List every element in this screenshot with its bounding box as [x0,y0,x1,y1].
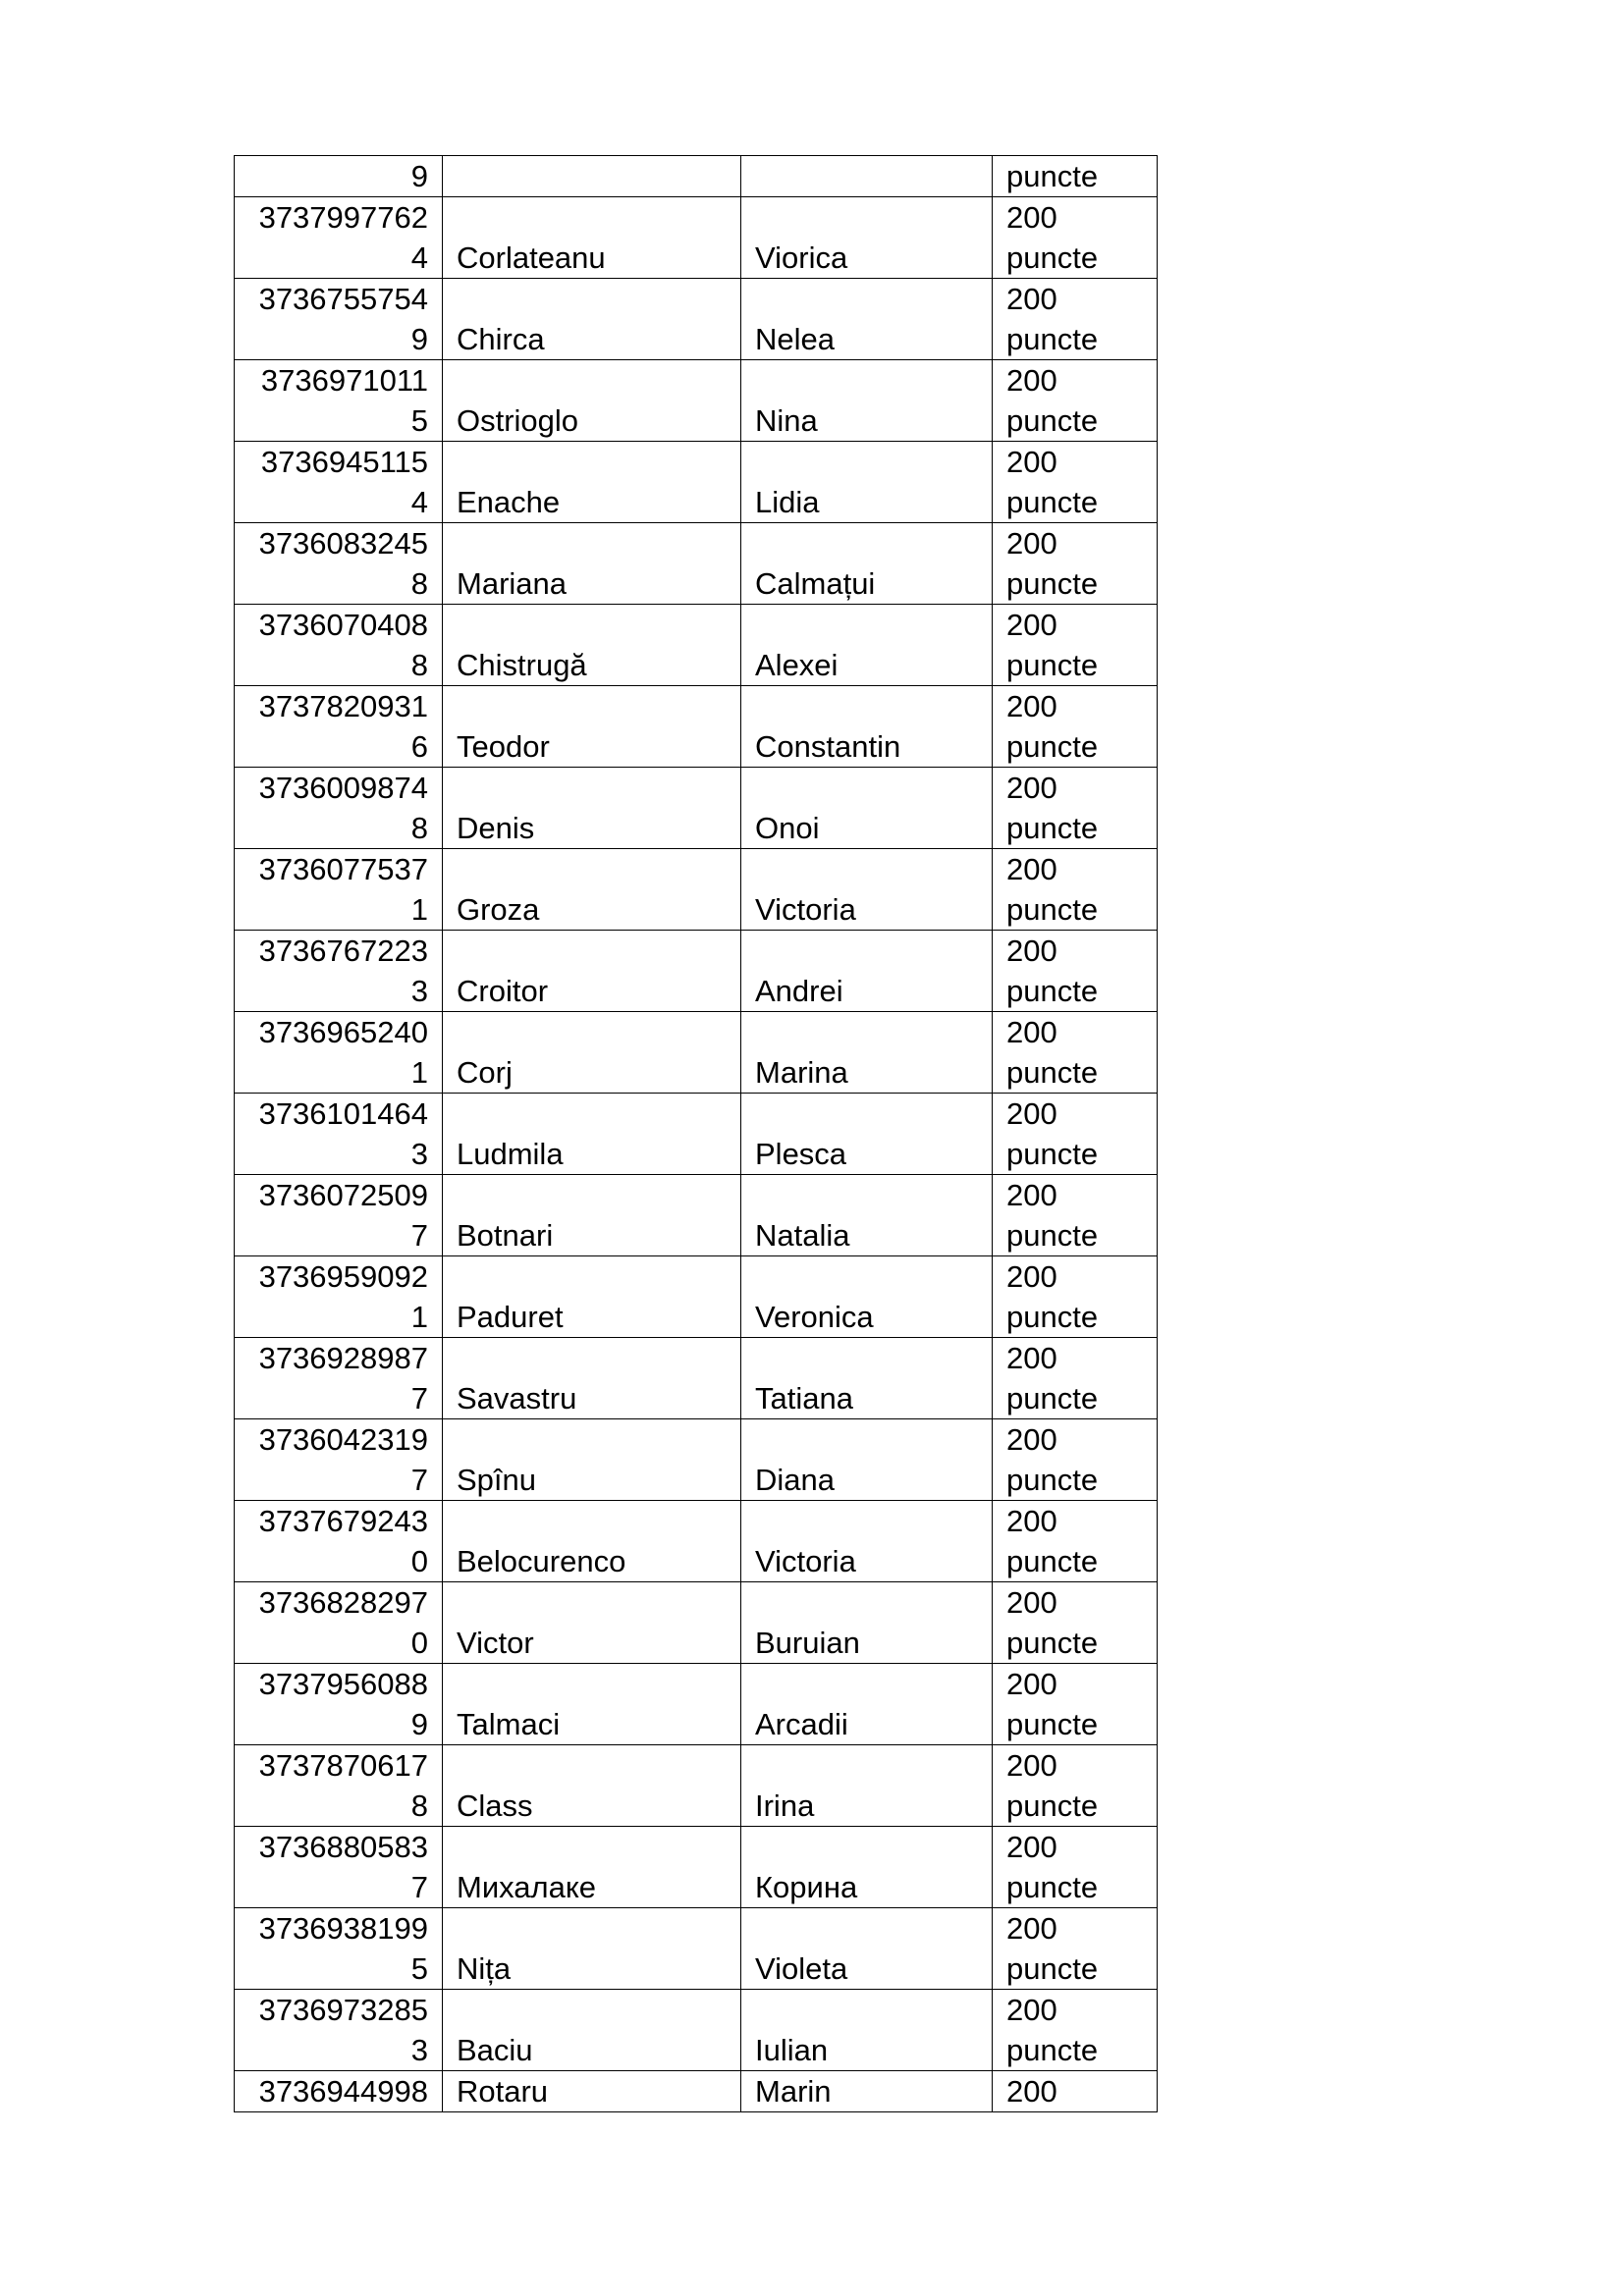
participants-table [234,155,1158,2112]
cell-name: Violeta [741,1908,993,1990]
id-tail: 4 [410,240,428,275]
points-value: 200 [1006,1993,1057,2027]
id-head: 3736009874 [258,771,428,805]
points-unit: puncte [1006,322,1099,356]
points-unit: puncte [1006,1381,1099,1415]
cell-surname: Botnari [443,1175,741,1256]
cell-name: Victoria [741,1501,993,1582]
id-tail: 1 [410,1055,428,1090]
id-tail: 0 [410,1544,428,1578]
cell-name: Onoi [741,768,993,849]
cell-points [993,1094,1158,1175]
cell-surname: Corj [443,1012,741,1094]
cell-surname: Chirca [443,279,741,360]
id-head: 3736971011 [260,363,428,398]
id-tail: 8 [410,1789,428,1823]
cell-surname: Victor [443,1582,741,1664]
points-value: 200 [1006,1178,1057,1212]
id-tail: 5 [410,1951,428,1986]
id-head: 3736965240 [258,1015,428,1049]
cell-name: Arcadii [741,1664,993,1745]
id-tail: 6 [410,729,428,764]
cell-surname: Groza [443,849,741,931]
table-row [235,1175,1158,1256]
points-unit: puncte [1006,1137,1099,1171]
id-tail: 7 [410,1381,428,1415]
cell-points [993,1664,1158,1745]
table-row [235,605,1158,686]
table-row [235,1990,1158,2071]
points-unit: puncte [1006,974,1099,1008]
cell-surname: Denis [443,768,741,849]
id-tail: 1 [410,1300,428,1334]
points-value: 200 [1006,1667,1057,1701]
cell-surname: Croitor [443,931,741,1012]
points-value: 200 [1006,852,1057,886]
id-head: 3736755754 [258,282,428,316]
cell-id [235,1582,443,1664]
cell-id [235,1827,443,1908]
cell-surname: Spînu [443,1419,741,1501]
cell-id [235,1012,443,1094]
points-unit: puncte [1006,485,1099,519]
cell-points [993,1256,1158,1338]
points-value: 200 [1006,200,1057,235]
points-unit: puncte [1006,159,1099,193]
cell-points [993,768,1158,849]
id-tail: 9 [410,159,428,193]
cell-points [993,1582,1158,1664]
points-value: 200 [1006,445,1057,479]
table-row [235,1827,1158,1908]
cell-id [235,931,443,1012]
cell-surname: Михалаке [443,1827,741,1908]
cell-surname: Class [443,1745,741,1827]
table-row [235,1256,1158,1338]
points-unit: puncte [1006,648,1099,682]
cell-points [993,1501,1158,1582]
points-value: 200 [1006,771,1057,805]
cell-name: Plesca [741,1094,993,1175]
cell-id [235,1745,443,1827]
cell-name [741,156,993,197]
cell-id [235,156,443,197]
id-head: 3736945115 [260,445,428,479]
cell-id [235,1256,443,1338]
table-row [235,849,1158,931]
cell-id [235,768,443,849]
points-value: 200 [1006,1341,1057,1375]
points-unit: puncte [1006,1055,1099,1090]
points-unit: puncte [1006,1951,1099,1986]
points-value: 200 [1006,1015,1057,1049]
cell-id [235,1501,443,1582]
table-row [235,1094,1158,1175]
cell-points [993,1419,1158,1501]
id-tail: 3 [410,1137,428,1171]
points-value: 200 [1006,934,1057,968]
table-body [235,156,1158,2112]
cell-points [993,156,1158,197]
cell-surname: Rotaru [443,2071,741,2112]
table-row [235,523,1158,605]
table-row-last [235,2071,1158,2112]
points-value: 200 [1006,1504,1057,1538]
cell-name: Iulian [741,1990,993,2071]
table-row [235,360,1158,442]
points-value: 200 [1006,1911,1057,1946]
cell-points [993,931,1158,1012]
cell-name: Tatiana [741,1338,993,1419]
id-head: 3736880583 [258,1830,428,1864]
id-tail: 0 [410,1626,428,1660]
cell-points [993,849,1158,931]
id-head: 3736077537 [258,852,428,886]
table-row [235,442,1158,523]
cell-points [993,1908,1158,1990]
table-row [235,1745,1158,1827]
cell-id [235,605,443,686]
id-head: 3737870617 [258,1748,428,1783]
table-row [235,1012,1158,1094]
cell-points [993,1745,1158,1827]
cell-id [235,360,443,442]
cell-points [993,605,1158,686]
id-head: 3737956088 [258,1667,428,1701]
cell-surname: Paduret [443,1256,741,1338]
points-unit: puncte [1006,240,1099,275]
points-unit: puncte [1006,2033,1099,2067]
id-tail: 9 [410,1707,428,1741]
points-value: 200 [1006,363,1057,398]
id-head: 3736070408 [258,608,428,642]
cell-name: Nina [741,360,993,442]
id-tail: 9 [410,322,428,356]
cell-name: Natalia [741,1175,993,1256]
id-head: 3736767223 [258,934,428,968]
points-unit: puncte [1006,729,1099,764]
points-unit: puncte [1006,1707,1099,1741]
cell-points [993,1827,1158,1908]
cell-points [993,360,1158,442]
points-value: 200 [1006,1830,1057,1864]
points-value: 200 [1006,1422,1057,1457]
points-value: 200 [1006,1585,1057,1620]
cell-points [993,197,1158,279]
cell-surname: Teodor [443,686,741,768]
table-row-continuation [235,156,1158,197]
cell-name: Корина [741,1827,993,1908]
id-head: 3736101464 [258,1096,428,1131]
points-value: 200 [1006,526,1057,561]
id-tail: 1 [410,892,428,927]
cell-surname: Mariana [443,523,741,605]
cell-points [993,442,1158,523]
points-value: 200 [1006,1748,1057,1783]
table-row [235,1338,1158,1419]
points-value: 200 [1006,282,1057,316]
points-unit: puncte [1006,403,1099,438]
cell-id [235,1094,443,1175]
cell-points [993,523,1158,605]
cell-name: Veronica [741,1256,993,1338]
cell-surname: Baciu [443,1990,741,2071]
points-unit: puncte [1006,1218,1099,1253]
id-head: 3736828297 [258,1585,428,1620]
points-unit: puncte [1006,566,1099,601]
points-unit: puncte [1006,892,1099,927]
id-tail: 7 [410,1870,428,1904]
cell-name: Constantin [741,686,993,768]
id-head: 3736072509 [258,1178,428,1212]
cell-name: Nelea [741,279,993,360]
cell-points [993,1990,1158,2071]
cell-name: Viorica [741,197,993,279]
cell-surname: Belocurenco [443,1501,741,1582]
cell-surname: Ostrioglo [443,360,741,442]
cell-points [993,1175,1158,1256]
points-unit: puncte [1006,1789,1099,1823]
points-value: 200 [1006,689,1057,723]
cell-name: Diana [741,1419,993,1501]
cell-name: Marin [741,2071,993,2112]
cell-id [235,849,443,931]
points-value: 200 [1006,1096,1057,1131]
points-unit: puncte [1006,1626,1099,1660]
table-row [235,1664,1158,1745]
cell-name: Calmațui [741,523,993,605]
table-row [235,1908,1158,1990]
points-unit: puncte [1006,1300,1099,1334]
cell-surname [443,156,741,197]
cell-name: Lidia [741,442,993,523]
id-tail: 4 [410,485,428,519]
cell-name: Buruian [741,1582,993,1664]
id-head: 3737997762 [258,200,428,235]
cell-id [235,1664,443,1745]
id-head: 3736928987 [258,1341,428,1375]
cell-points [993,1338,1158,1419]
table-row [235,1419,1158,1501]
points-value: 200 [1006,608,1057,642]
cell-id [235,279,443,360]
cell-surname: Ludmila [443,1094,741,1175]
id-head: 3736042319 [258,1422,428,1457]
id-head: 3736959092 [258,1259,428,1294]
table-row [235,768,1158,849]
cell-id [235,442,443,523]
points-unit: puncte [1006,811,1099,845]
table-row [235,931,1158,1012]
table-row [235,197,1158,279]
cell-id [235,686,443,768]
points-value: 200 [1006,1259,1057,1294]
id-head: 3736973285 [258,1993,428,2027]
id-tail: 8 [410,648,428,682]
cell-id [235,1990,443,2071]
cell-id: 3736944998 [235,2071,443,2112]
cell-surname: Talmaci [443,1664,741,1745]
id-tail: 5 [410,403,428,438]
cell-id [235,1338,443,1419]
cell-id [235,1908,443,1990]
cell-surname: Chistrugă [443,605,741,686]
table-row [235,686,1158,768]
cell-points [993,279,1158,360]
id-tail: 3 [410,2033,428,2067]
cell-name: Irina [741,1745,993,1827]
cell-name: Marina [741,1012,993,1094]
id-tail: 3 [410,974,428,1008]
points-unit: puncte [1006,1463,1099,1497]
id-tail: 8 [410,811,428,845]
id-tail: 8 [410,566,428,601]
cell-id [235,523,443,605]
points-unit: puncte [1006,1544,1099,1578]
id-head: 3737679243 [258,1504,428,1538]
cell-points: 200 [993,2071,1158,2112]
id-head: 3737820931 [258,689,428,723]
id-head: 3736083245 [258,526,428,561]
cell-surname: Corlateanu [443,197,741,279]
cell-points [993,686,1158,768]
cell-name: Victoria [741,849,993,931]
id-tail: 7 [410,1463,428,1497]
id-head: 3736938199 [258,1911,428,1946]
cell-id [235,1419,443,1501]
table-row [235,1582,1158,1664]
cell-surname: Enache [443,442,741,523]
cell-name: Alexei [741,605,993,686]
table-row [235,279,1158,360]
cell-id [235,1175,443,1256]
cell-surname: Savastru [443,1338,741,1419]
cell-id [235,197,443,279]
points-unit: puncte [1006,1870,1099,1904]
table-row [235,1501,1158,1582]
cell-name: Andrei [741,931,993,1012]
cell-points [993,1012,1158,1094]
id-tail: 7 [410,1218,428,1253]
cell-surname: Nița [443,1908,741,1990]
